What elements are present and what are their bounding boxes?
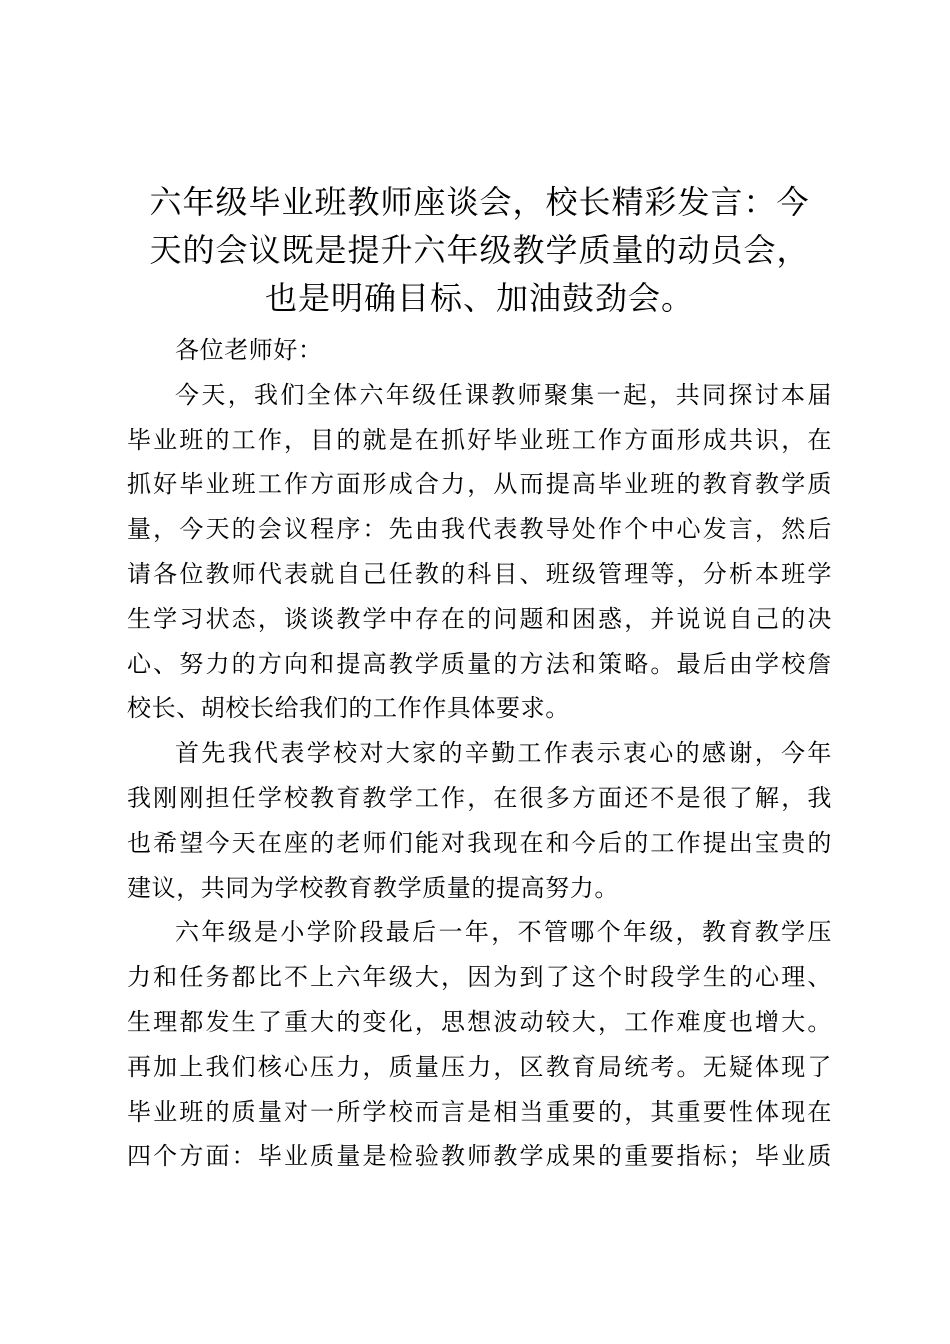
text-line: 生理都发生了重大的变化，思想波动较大，工作难度也增大。: [127, 1007, 832, 1036]
text-line: 毕业班的工作，目的就是在抓好毕业班工作方面形成共识，在: [127, 425, 832, 454]
text-line: 毕业班的质量对一所学校而言是相当重要的，其重要性体现在: [127, 1097, 832, 1126]
text-line: 也希望今天在座的老师们能对我现在和今后的工作提出宝贵的: [127, 828, 832, 857]
paragraph-3: [127, 910, 832, 1179]
text-line: 生学习状态，谈谈教学中存在的问题和困惑，并说说自己的决: [127, 604, 832, 633]
text-line: 力和任务都比不上六年级大，因为到了这个时段学生的心理、: [127, 963, 832, 992]
text-line: 再加上我们核心压力，质量压力，区教育局统考。无疑体现了: [127, 1052, 832, 1081]
greeting: 各位老师好：: [175, 336, 323, 364]
text-line: 请各位教师代表就自己任教的科目、班级管理等，分析本班学: [127, 559, 832, 588]
paragraph-1: [127, 373, 832, 731]
document-content: [127, 328, 832, 1179]
text-line: 抓好毕业班工作方面形成合力，从而提高毕业班的教育教学质: [127, 470, 832, 499]
title-line: 也是明确目标、加油鼓劲会。: [264, 279, 694, 317]
document-body: [127, 178, 832, 1179]
text-line: 我刚刚担任学校教育教学工作，在很多方面还不是很了解，我: [127, 783, 832, 812]
paragraph-2: [127, 731, 832, 910]
text-line: 六年级是小学阶段最后一年，不管哪个年级，教育教学压: [175, 918, 832, 947]
text-line: 首先我代表学校对大家的辛勤工作表示衷心的感谢，今年: [175, 739, 832, 768]
text-line: 今天，我们全体六年级任课教师聚集一起，共同探讨本届: [175, 380, 832, 409]
text-line: 四个方面：毕业质量是检验教师教学成果的重要指标；毕业质: [127, 1142, 832, 1171]
text-line: 量，今天的会议程序：先由我代表教导处作个中心发言，然后: [127, 515, 832, 544]
title-line: 天的会议既是提升六年级教学质量的动员会，: [149, 231, 810, 269]
text-line: 校长、胡校长给我们的工作作具体要求。: [127, 694, 570, 723]
title-line: 六年级毕业班教师座谈会，校长精彩发言：今: [149, 183, 810, 221]
text-line: 建议，共同为学校教育教学质量的提高努力。: [127, 873, 619, 902]
text-line: 心、努力的方向和提高教学质量的方法和策略。最后由学校詹: [127, 649, 832, 678]
document-title: [127, 178, 832, 322]
